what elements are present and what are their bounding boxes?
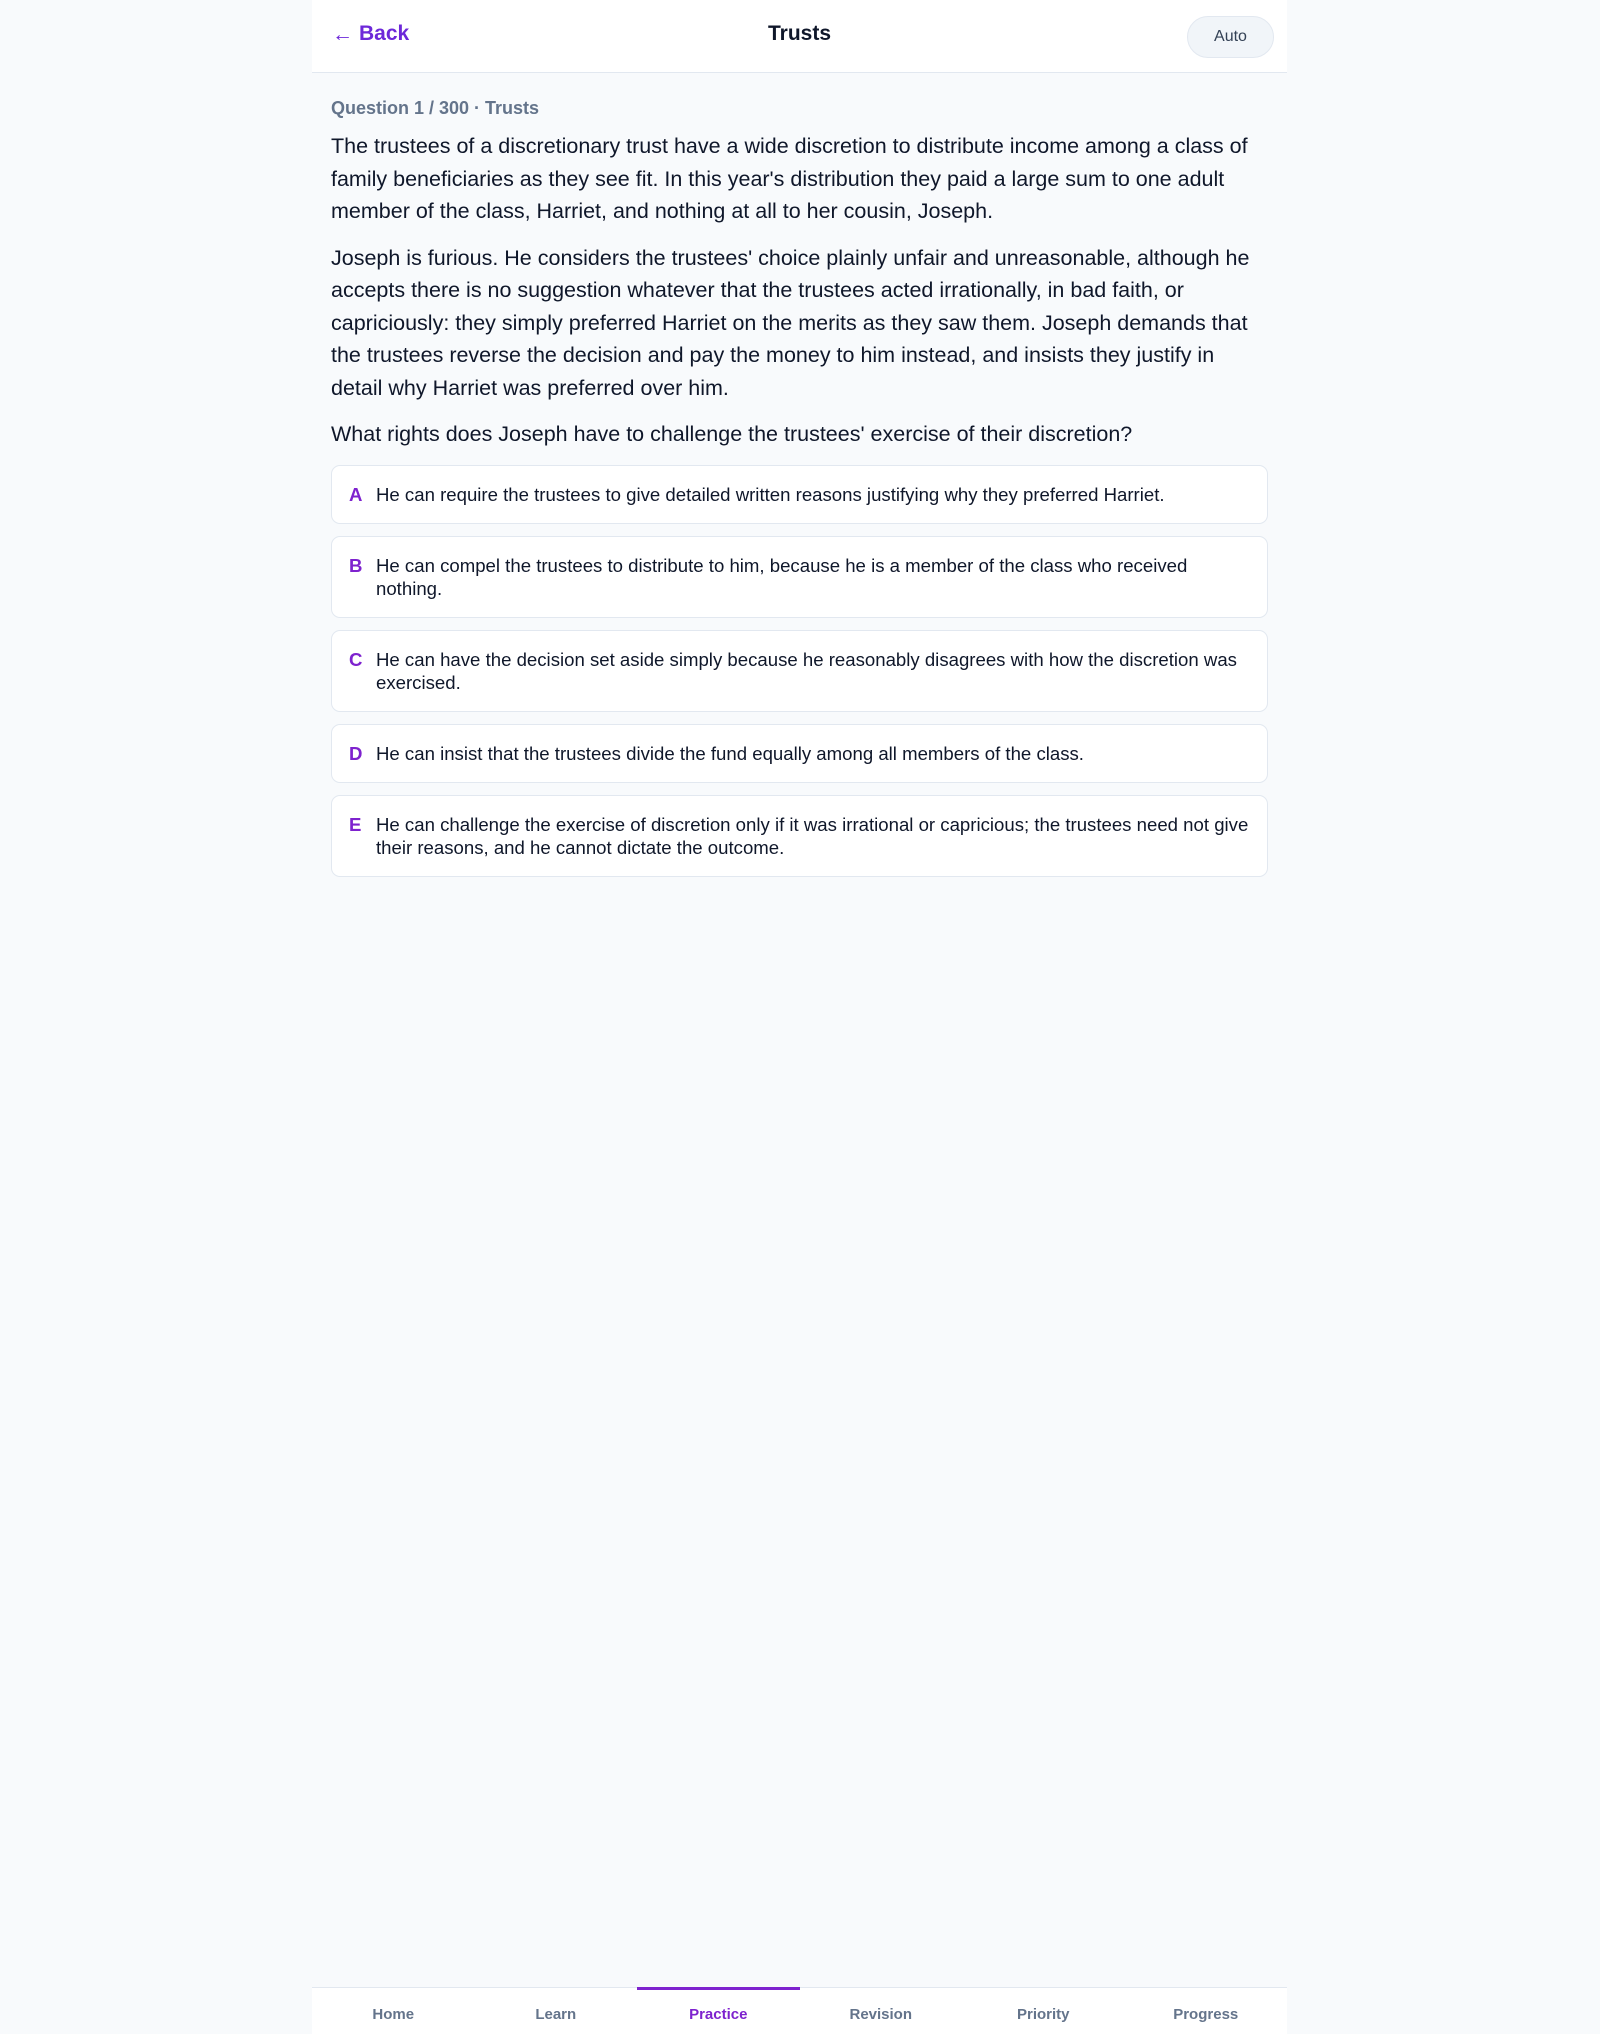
nav-tab-practice[interactable]: Practice — [637, 1988, 800, 2034]
nav-tab-progress[interactable]: Progress — [1173, 2006, 1239, 2023]
option-letter: E — [349, 813, 362, 835]
question-paragraph: The trustees of a discretionary trust have a wide discretion to distribute income among a class of family beneficiaries as they see fit. In this year's distribution they paid a large sum to one adult member of the class, Harriet, and nothing at all to her cousin, Joseph. — [331, 134, 1248, 223]
question-content — [331, 96, 1271, 889]
page-title: Trusts — [767, 22, 832, 45]
answer-option-a[interactable] — [331, 465, 1268, 524]
option-text: He can challenge the exercise of discretion only if it was irrational or capricious; the trustees need not give their reasons, and he cannot dictate the outcome. — [376, 813, 1249, 858]
mode-toggle-button[interactable]: Auto — [1187, 16, 1274, 58]
option-text: He can insist that the trustees divide the fund equally among all members of the class. — [376, 742, 1084, 764]
option-letter: C — [349, 648, 363, 670]
option-text: He can compel the trustees to distribute to him, because he is a member of the class who received nothing. — [376, 554, 1188, 599]
answer-option-e[interactable] — [331, 795, 1268, 877]
question-paragraph: Joseph is furious. He considers the trustees' choice plainly unfair and unreasonable, although he accepts there is no suggestion whatever that the trustees acted irrationally, in bad faith, or capriciously: they simply preferred Harriet on the merits as they saw them. Joseph demands that the trustees reverse the decision and pay the money to him instead, and insists they justify in detail why Harriet was preferred over him. — [331, 245, 1250, 400]
bottom-nav — [312, 1987, 1287, 2034]
nav-tab-priority[interactable]: Priority — [1016, 2006, 1070, 2023]
option-letter: A — [349, 483, 363, 505]
answer-option-d[interactable] — [331, 724, 1268, 783]
question-prompt: What rights does Joseph have to challenge the trustees' exercise of their discretion? — [331, 422, 1133, 446]
app-shell — [312, 0, 1287, 2034]
arrow-left-icon: ← — [332, 22, 353, 46]
answer-option-c[interactable] — [331, 630, 1268, 712]
option-letter: B — [349, 554, 363, 576]
answer-option-b[interactable] — [331, 536, 1268, 618]
nav-tab-learn[interactable]: Learn — [535, 2006, 577, 2023]
option-text: He can have the decision set aside simply because he reasonably disagrees with how the discretion was exercised. — [376, 648, 1237, 693]
option-letter: D — [349, 742, 363, 764]
back-label: Back — [359, 22, 410, 45]
top-bar — [312, 0, 1287, 73]
answer-options — [331, 465, 1271, 877]
option-text: He can require the trustees to give detailed written reasons justifying why they preferred Harriet. — [376, 483, 1165, 505]
nav-tab-home[interactable]: Home — [372, 2006, 415, 2023]
question-meta: Question 1 / 300 · Trusts — [331, 98, 540, 118]
nav-tab-revision[interactable]: Revision — [849, 2006, 913, 2023]
